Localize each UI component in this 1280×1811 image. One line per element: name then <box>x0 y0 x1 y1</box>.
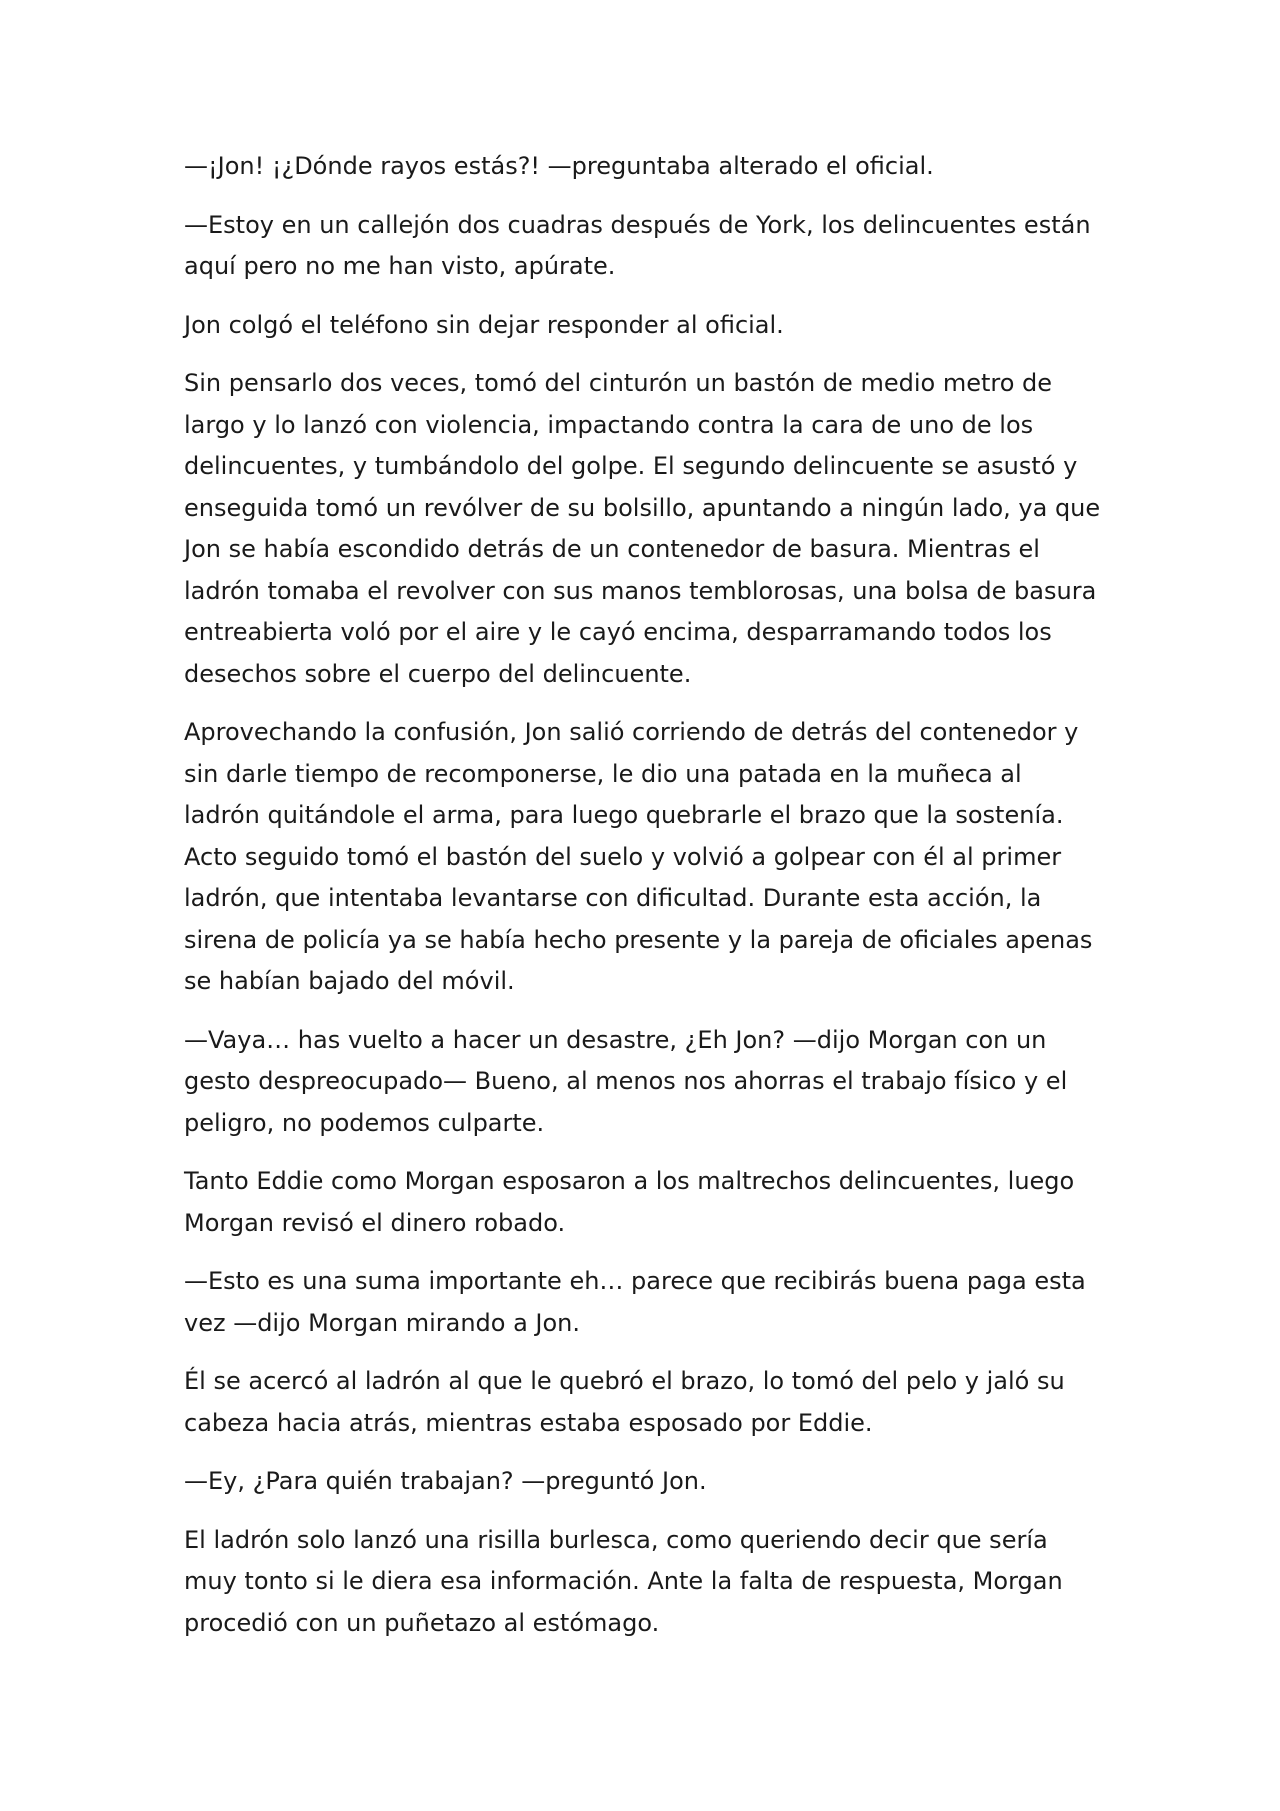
paragraph-11: El ladrón solo lanzó una risilla burlesca, como queriendo decir que sería muy tonto si le diera esa información. Ante la falta de respuesta, Morgan procedió con un puñetazo al estómago. <box>184 1525 1063 1637</box>
paragraph-10: —Ey, ¿Para quién trabajan? —preguntó Jon. <box>184 1467 707 1495</box>
paragraph-2: —Estoy en un callejón dos cuadras después de York, los delincuentes están aquí pero no me han visto, apúrate. <box>184 210 1091 280</box>
paragraph-6: —Vaya… has vuelto a hacer un desastre, ¿Eh Jon? —dijo Morgan con un gesto despreocupado— Bueno, al menos nos ahorras el trabajo físico y el peligro, no podemos culparte. <box>184 1025 1068 1137</box>
paragraph-4: Sin pensarlo dos veces, tomó del cinturón un bastón de medio metro de largo y lo lanzó con violencia, impactando contra la cara de uno de los delincuentes, y tumbándolo del golpe. El segundo delincuente se asustó y enseguida tomó un revólver de su bolsillo, apuntando a ningún lado, ya que Jon se había escondido detrás de un contenedor de basura. Mientras el ladrón tomaba el revolver con sus manos temblorosas, una bolsa de basura entreabierta voló por el aire y le cayó encima, desparramando todos los desechos sobre el cuerpo del delincuente. <box>184 369 1101 688</box>
paragraph-3: Jon colgó el teléfono sin dejar responder al oficial. <box>184 310 784 339</box>
document-page <box>184 146 1104 1661</box>
paragraph-7: Tanto Eddie como Morgan esposaron a los maltrechos delincuentes, luego Morgan revisó el dinero robado. <box>184 1167 1075 1237</box>
paragraph-9: Él se acercó al ladrón al que le quebró el brazo, lo tomó del pelo y jaló su cabeza hacia atrás, mientras estaba esposado por Eddie. <box>184 1367 1065 1437</box>
paragraph-1: —¡Jon! ¡¿Dónde rayos estás?! —preguntaba alterado el oficial. <box>184 152 934 180</box>
paragraph-5: Aprovechando la confusión, Jon salió corriendo de detrás del contenedor y sin darle tiempo de recomponerse, le dio una patada en la muñeca al ladrón quitándole el arma, para luego quebrarle el brazo que la sostenía. Acto seguido tomó el bastón del suelo y volvió a golpear con él al primer ladrón, que intentaba levantarse con dificultad. Durante esta acción, la sirena de policía ya se había hecho presente y la pareja de oficiales apenas se habían bajado del móvil. <box>184 718 1093 995</box>
paragraph-8: —Esto es una suma importante eh… parece que recibirás buena paga esta vez —dijo Morgan mirando a Jon. <box>184 1267 1086 1337</box>
